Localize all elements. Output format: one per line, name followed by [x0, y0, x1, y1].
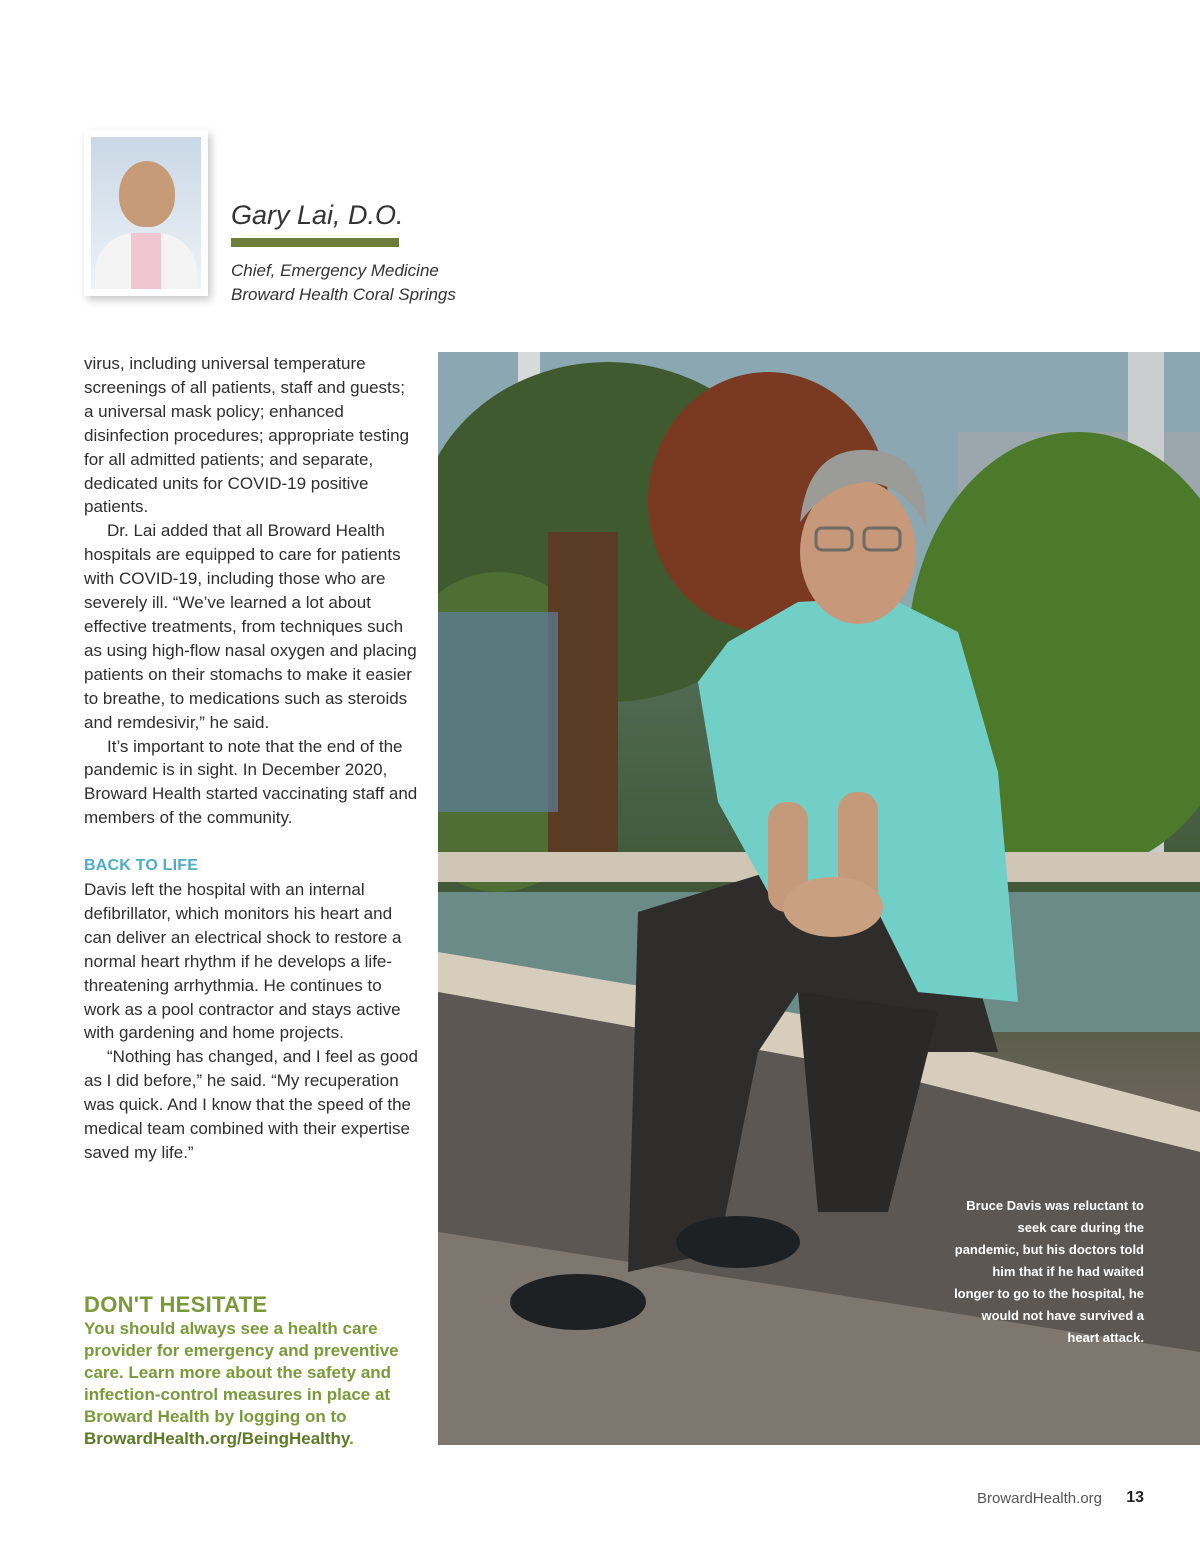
photo-caption: Bruce Davis was reluctant to seek care during the pandemic, but his doctors told him that if he had waited longer to go to the hospital, he would not have survived a heart attack.: [954, 1198, 1144, 1345]
page-number: 13: [1126, 1489, 1144, 1506]
palm-trunk: [548, 532, 618, 862]
callout-heading: DON'T HESITATE: [84, 1292, 268, 1317]
article-paragraph: Davis left the hospital with an internal defibrillator, which monitors his heart and can deliver an electrical shock to restore a normal heart rhythm if he develops a life-threatening arrhythmia. He continues to work as a pool contractor and stays active with gardening and home projects.: [84, 880, 402, 1043]
doctor-portrait: [84, 130, 208, 296]
lake-water: [438, 612, 558, 812]
doctor-name: Gary Lai, D.O.: [231, 200, 404, 230]
article-paragraph: It’s important to note that the end of the pandemic is in sight. In December 2020, Broward Health started vaccinating staff and members of the community.: [84, 736, 418, 828]
right-sandal: [676, 1216, 800, 1268]
doctor-photo: [91, 137, 201, 289]
doctor-title: [231, 259, 456, 307]
article-paragraph: virus, including universal temperature screenings of all patients, staff and guests; a universal mask policy; enhanced disinfection procedures; appropriate testing for all admitted patients; and separate, dedicated units for COVID-19 positive patients.: [84, 354, 410, 517]
callout-body: You should always see a health care provider for emergency and preventive care. Learn more about the safety and infection-control measures in place at Broward Health by logging on to: [84, 1319, 399, 1426]
name-underline-rule: [231, 238, 399, 247]
article-body: [84, 352, 419, 1165]
portrait-head: [119, 161, 175, 227]
callout-end: .: [349, 1429, 354, 1448]
article-paragraph: “Nothing has changed, and I feel as good as I did before,” he said. “My recuperation was quick. And I know that the speed of the medical team combined with their expertise saved my life.”: [84, 1047, 418, 1162]
footer-website: BrowardHealth.org: [976, 1490, 1102, 1507]
callout-link[interactable]: BrowardHealth.org/BeingHealthy: [84, 1429, 350, 1448]
doctor-title-line2: Broward Health Coral Springs: [231, 285, 456, 304]
callout-text: [84, 1318, 429, 1450]
left-sandal: [510, 1274, 646, 1330]
section-heading: BACK TO LIFE: [84, 857, 199, 875]
doctor-title-line1: Chief, Emergency Medicine: [231, 261, 439, 280]
article-paragraph: Dr. Lai added that all Broward Health hospitals are equipped to care for patients with COVID-19, including those who are severely ill. “We’ve learned a lot about effective treatments, from techniques such as using high-flow nasal oxygen and placing patients on their stomachs to make it easier to breathe, to medications such as steroids and remdesivir,” he said.: [84, 521, 417, 732]
portrait-shirt: [131, 233, 161, 289]
man-hands: [783, 877, 883, 937]
